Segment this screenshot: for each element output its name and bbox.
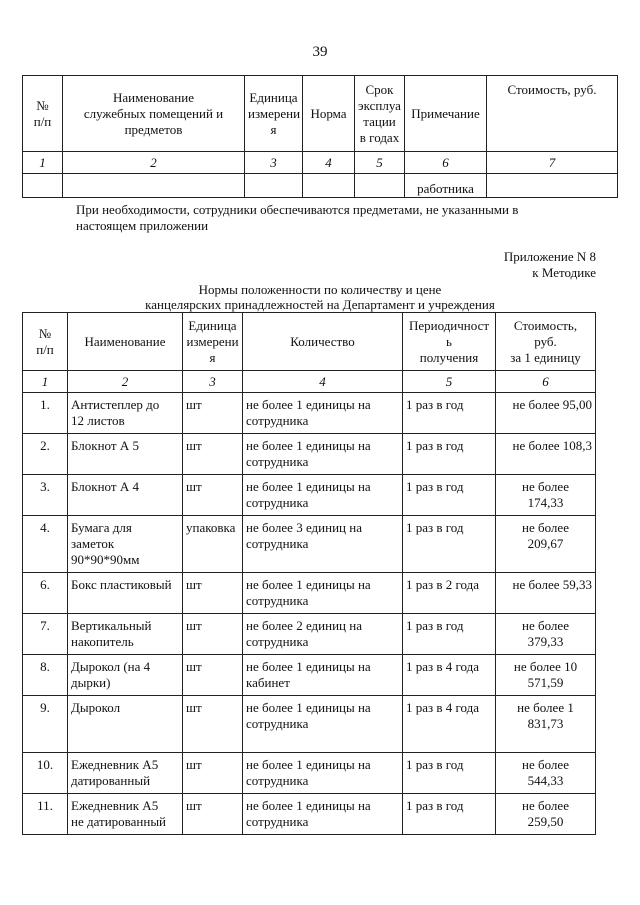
appendix-label [504,249,596,281]
index-cell: 5 [403,371,496,393]
item-period: 1 раз в 4 года [403,655,496,696]
cell-line: 259,50 [527,814,564,829]
cell-line: сотрудника [246,814,309,829]
t1-header-num [23,76,63,152]
item-name [68,434,183,475]
table1-header-row [23,76,618,152]
cell-line: сотрудника [246,536,309,551]
cell-line: не более [522,618,569,633]
header-line: Единица [249,89,298,105]
item-quantity [243,393,403,434]
item-cost [496,753,596,794]
item-quantity [243,573,403,614]
page-number: 39 [312,44,328,60]
item-period: 1 раз в год [403,753,496,794]
item-period: 1 раз в год [403,475,496,516]
item-cost [496,434,596,475]
t2-header-unit [183,313,243,371]
cell-line: кабинет [246,675,290,690]
cell-line: Ежедневник А5 [71,757,159,772]
header-line: служебных помещений и [83,105,224,121]
item-period: 1 раз в 2 года [403,573,496,614]
row-number: 6. [23,573,68,614]
t1-note-cell: работника [405,174,487,198]
table-cell [245,174,303,198]
item-unit: шт [183,614,243,655]
index-cell: 3 [245,152,303,174]
item-unit: шт [183,393,243,434]
cell-line: не более [522,479,569,494]
table-row [23,696,596,753]
cell-line: не более [522,798,569,813]
item-period: 1 раз в год [403,516,496,573]
cell-line: не датированный [71,814,167,829]
cell-line: 831,73 [527,716,564,731]
header-line: Стоимость, [513,317,578,333]
item-name [68,753,183,794]
index-cell: 6 [496,371,596,393]
item-quantity [243,434,403,475]
cell-line: не более 1 единицы на [246,798,371,813]
cell-line: не более 1 единицы на [246,397,371,412]
item-period: 1 раз в год [403,794,496,835]
table2-header-row [23,313,596,371]
table-title [0,282,640,312]
cell-line: сотрудника [246,454,309,469]
header-line: Срок [365,81,394,97]
item-name [68,516,183,573]
cell-line: 379,33 [527,634,564,649]
index-cell: 1 [23,371,68,393]
cell-line: дырки) [71,675,111,690]
item-cost [496,614,596,655]
cell-line: 90*90*90мм [71,552,140,567]
item-name [68,696,183,753]
item-cost [496,475,596,516]
title-line: Нормы положенности по количеству и цене [198,282,442,297]
cell-line: не более 95,00 [512,397,592,412]
cell-line: сотрудника [246,495,309,510]
table-row [23,393,596,434]
row-number: 11. [23,794,68,835]
index-cell: 2 [68,371,183,393]
cell-line: Дырокол [71,700,121,715]
cell-line: Блокнот А 5 [71,438,139,453]
header-line: предметов [124,121,183,137]
cell-line: не более 1 [517,700,574,715]
item-name [68,393,183,434]
item-unit: шт [183,434,243,475]
item-quantity [243,794,403,835]
header-line: ь [446,333,452,349]
table-cell [355,174,405,198]
cell-line: датированный [71,773,151,788]
t1-header-cost: Стоимость, руб. [487,76,618,152]
cell-line: Дырокол (на 4 [71,659,151,674]
header-line: п/п [33,113,52,129]
table2-index-row [23,371,596,393]
header-line: Единица [188,317,237,333]
appendix-line: Приложение N 8 [503,249,596,264]
table-row [23,475,596,516]
index-cell: 3 [183,371,243,393]
cell-line: сотрудника [246,634,309,649]
item-period: 1 раз в год [403,614,496,655]
item-quantity [243,475,403,516]
item-quantity [243,516,403,573]
table1-index-row [23,152,618,174]
cell-line: 12 листов [71,413,125,428]
cell-line: сотрудника [246,413,309,428]
item-quantity [243,696,403,753]
cell-line: сотрудника [246,593,309,608]
row-number: 1. [23,393,68,434]
index-cell: 7 [487,152,618,174]
index-cell: 5 [355,152,405,174]
cell-line: не более 108,3 [512,438,592,453]
row-number: 2. [23,434,68,475]
table-cell [487,174,618,198]
cell-line: не более 59,33 [512,577,592,592]
header-line: тации [363,113,396,129]
header-line: № [38,325,52,341]
footnote-line: При необходимости, сотрудники обеспечиваются предметами, не указанными в [76,202,519,217]
row-number: 3. [23,475,68,516]
table-cell [63,174,245,198]
t1-header-norm: Норма [303,76,355,152]
cell-line: 571,59 [527,675,564,690]
item-unit: шт [183,753,243,794]
t2-header-name: Наименование [68,313,183,371]
table-row [23,753,596,794]
item-unit: шт [183,475,243,516]
item-quantity [243,614,403,655]
header-line: Наименование [113,89,194,105]
norms-table [22,312,596,835]
item-unit: шт [183,794,243,835]
index-cell: 2 [63,152,245,174]
header-line: эксплуа [358,97,401,113]
t1-header-note: Примечание [405,76,487,152]
cell-line: заметок [71,536,115,551]
t2-header-num [23,313,68,371]
item-name [68,794,183,835]
index-cell: 4 [303,152,355,174]
cell-line: не более 1 единицы на [246,659,371,674]
header-line: в годах [359,129,400,145]
footnote-line: настоящем приложении [76,218,209,233]
row-number: 10. [23,753,68,794]
cell-line: не более 1 единицы на [246,438,371,453]
cell-line: накопитель [71,634,134,649]
t1-header-unit [245,76,303,152]
header-line: получения [419,349,479,365]
table-row [23,573,596,614]
table-row [23,516,596,573]
header-line: Периодичност [408,317,490,333]
table-row [23,794,596,835]
appendix-line: к Методике [532,265,596,280]
item-name [68,475,183,516]
item-cost [496,794,596,835]
row-number: 8. [23,655,68,696]
table-row [23,655,596,696]
item-cost [496,573,596,614]
previous-table [22,75,618,198]
cell-line: Ежедневник А5 [71,798,159,813]
cell-line: не более [522,757,569,772]
cell-line: Блокнот А 4 [71,479,139,494]
cell-line: Вертикальный [71,618,152,633]
table-row [23,434,596,475]
table1-partial-row [23,174,618,198]
cell-line: 174,33 [527,495,564,510]
header-line: руб. [534,333,557,349]
index-cell: 1 [23,152,63,174]
row-number: 9. [23,696,68,753]
cell-line: не более 1 единицы на [246,577,371,592]
row-number: 7. [23,614,68,655]
item-unit: упаковка [183,516,243,573]
cell-line: Бокс пластиковый [71,577,172,592]
t2-header-qty: Количество [243,313,403,371]
t1-header-term [355,76,405,152]
cell-line: не более 1 единицы на [246,700,371,715]
table-cell [23,174,63,198]
item-quantity [243,753,403,794]
header-line: за 1 единицу [510,349,581,365]
cell-line: 209,67 [527,536,564,551]
item-name [68,614,183,655]
cell-line: не более 1 единицы на [246,757,371,772]
item-name [68,573,183,614]
item-period: 1 раз в год [403,434,496,475]
header-line: я [209,349,216,365]
index-cell: 6 [405,152,487,174]
table-cell [303,174,355,198]
item-unit: шт [183,573,243,614]
cell-line: не более 1 единицы на [246,479,371,494]
header-line: измерени [186,333,239,349]
header-line: измерени [248,105,301,121]
header-line: я [270,121,277,137]
title-line: канцелярских принадлежностей на Департамент и учреждения [145,297,495,312]
cell-line: не более [522,520,569,535]
index-cell: 4 [243,371,403,393]
item-cost [496,696,596,753]
cell-line: 544,33 [527,773,564,788]
t2-header-cost [496,313,596,371]
cell-line: не более 10 [513,659,578,674]
item-unit: шт [183,696,243,753]
t2-header-period [403,313,496,371]
table2-body [23,393,596,835]
item-period: 1 раз в 4 года [403,696,496,753]
item-cost [496,393,596,434]
row-number: 4. [23,516,68,573]
item-cost [496,516,596,573]
cell-line: не более 2 единиц на [246,618,362,633]
item-name [68,655,183,696]
table-row [23,614,596,655]
cell-line: Антистеплер до [71,397,160,412]
item-unit: шт [183,655,243,696]
footnote [76,202,576,234]
cell-line: Бумага для [71,520,132,535]
cell-line: сотрудника [246,773,309,788]
item-period: 1 раз в год [403,393,496,434]
item-cost [496,655,596,696]
header-line: № [36,97,49,113]
item-quantity [243,655,403,696]
cell-line: не более 3 единиц на [246,520,362,535]
t1-header-name [63,76,245,152]
header-line: п/п [36,341,54,357]
cell-line: сотрудника [246,716,309,731]
